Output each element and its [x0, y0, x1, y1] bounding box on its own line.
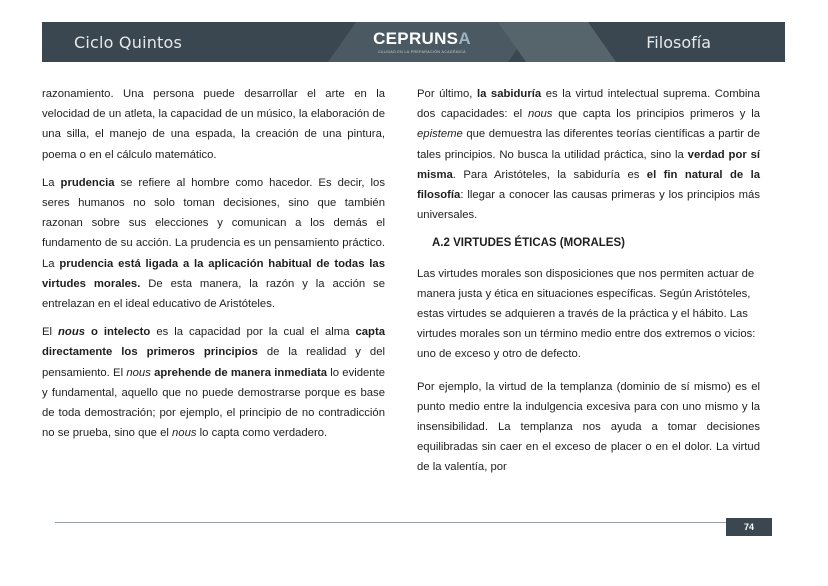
paragraph-arte: razonamiento. Una persona puede desarrollar el arte en la velocidad de un atleta, la capacidad de un músico, la elaboración de una silla, el manejo de una espada, la creación de una pintura, poema o en el cálculo matemático.: [42, 88, 385, 161]
paragraph-nous: El nous o intelecto es la capacidad por la cual el alma capta directamente los primeros principios de la realidad y del pensamiento. El nous aprehende de manera inmediata lo evidente y fundamental, aquello que no puede demostrarse porque es base de toda demostración; por ejemplo, el principio de no contradicción no se prueba, sino que el nous lo capta como verdadero.: [42, 326, 386, 440]
page-header: [42, 22, 785, 62]
paragraph-virtudes-morales: Las virtudes morales son disposiciones que nos permiten actuar de manera justa y ética en situaciones específicas. Según Aristóteles, estas virtudes se adquieren a través de la práctica y el hábito. Las virtudes morales son un término medio entre dos extremos o vicios: uno de exceso y otro de defecto.: [417, 267, 756, 361]
course-cycle-title: Ciclo Quintos: [74, 33, 183, 52]
ceprunsa-logo: [372, 29, 472, 54]
logo-wordmark: CEPRUNSA: [373, 29, 471, 48]
section-heading: A.2 VIRTUDES ÉTICAS (MORALES): [432, 237, 625, 250]
paragraph-templanza: Por ejemplo, la virtud de la templanza (dominio de sí mismo) es el punto medio entre la indulgencia excesiva para con uno mismo y la insensibilidad. La templanza nos ayuda a tomar decisiones equilibradas sin caer en el exceso de placer o en el dolor. La virtud de la valentía, por: [417, 380, 760, 474]
page-number: 74: [726, 518, 772, 536]
paragraph-sabiduria: Por último, la sabiduría es la virtud intelectual suprema. Combina dos capacidades: el nous que capta los principios primeros y la episteme que demuestra las diferentes teorías científicas a partir de tales principios. No busca la utilidad práctica, sino la verdad por sí misma. Para Aristóteles, la sabiduría es el fin natural de la filosofía: llegar a conocer las causas primeras y los principios más universales.: [417, 88, 760, 222]
logo-tagline: CALIDAD EN LA PREPARACIÓN ACADÉMICA: [378, 50, 466, 54]
header-decoration: [498, 22, 616, 62]
footer-divider: [55, 522, 727, 523]
right-column: [417, 84, 760, 486]
subject-title: Filosofía: [646, 33, 711, 52]
left-column: [42, 84, 385, 451]
paragraph-prudencia: La prudencia se refiere al hombre como hacedor. Es decir, los seres humanos no solo toman decisiones, sino que también razonan sobre sus elecciones y comunican a los demás el fundamento de su acción. La prudencia es un pensamiento práctico. La prudencia está ligada a la aplicación habitual de todas las virtudes morales. De esta manera, la razón y la acción se entrelazan en el ideal educativo de Aristóteles.: [42, 176, 385, 311]
